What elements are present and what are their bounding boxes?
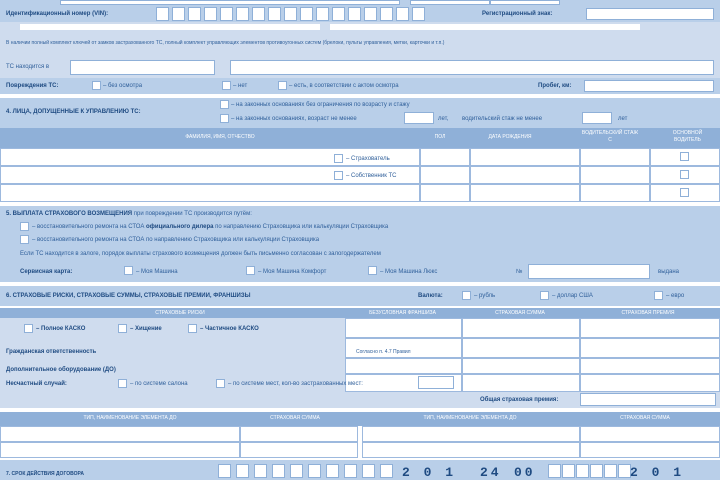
repair-dealer-c: по направлению Страховщика или калькуляции Страховщика	[215, 224, 389, 230]
mileage-field[interactable]	[584, 80, 714, 92]
vin-character-cell[interactable]	[204, 7, 217, 21]
vin-character-cell[interactable]	[236, 7, 249, 21]
vin-character-cell[interactable]	[316, 7, 329, 21]
date-digit-cell[interactable]	[362, 464, 375, 478]
equipment-sum-cell[interactable]	[240, 426, 358, 442]
top-field-3[interactable]	[490, 0, 560, 5]
accident-seats-label: – по системе мест, кол-во застрахованных мест:	[228, 381, 363, 387]
vin-character-cell[interactable]	[348, 7, 361, 21]
vin-character-cell[interactable]	[364, 7, 377, 21]
accident-salon-label: – по системе салона	[130, 381, 188, 387]
year2: 2 0 1	[630, 465, 685, 480]
vin-character-cell[interactable]	[156, 7, 169, 21]
card2-checkbox[interactable]	[246, 266, 255, 275]
equipment-type-cell[interactable]	[0, 442, 240, 458]
currency-rub-label: – рубль	[474, 293, 496, 299]
full-kasko-label: – Полное КАСКО	[36, 326, 86, 332]
section6-title: 6. СТРАХОВЫЕ РИСКИ, СТРАХОВЫЕ СУММЫ, СТРАХОВЫЕ ПРЕМИИ, ФРАНШИЗЫ	[6, 293, 251, 299]
card1-checkbox[interactable]	[124, 266, 133, 275]
experience-label: водительский стаж не менее	[462, 116, 543, 122]
sum-cell[interactable]	[462, 318, 580, 338]
premium-cell[interactable]	[580, 338, 720, 358]
top-field-2[interactable]	[410, 0, 490, 5]
min-experience-field[interactable]	[582, 112, 612, 124]
date-digit-cell[interactable]	[308, 464, 321, 478]
currency-eur-label: – евро	[666, 293, 685, 299]
registration-label: Регистрационный знак:	[482, 11, 553, 17]
vin-character-cell[interactable]	[300, 7, 313, 21]
vin-character-cell[interactable]	[396, 7, 409, 21]
col-name: ФАМИЛИЯ, ИМЯ, ОТЧЕСТВО	[185, 134, 255, 140]
col-sex: ПОЛ	[434, 134, 446, 140]
col-franchise: БЕЗУСЛОВНАЯ ФРАНШИЗА	[369, 310, 436, 316]
complete-set-note: В наличии полный комплект ключей от замков застрахованного ТС, полный комплект управляющих элементов противоугонных систем (брелоки, пульты управления, метки, карточки и т.п.)	[6, 40, 445, 46]
col-type1: ТИП, НАИМЕНОВАНИЕ ЭЛЕМЕНТА ДО	[83, 415, 177, 421]
drivers-age-label: – на законных основаниях, возраст не менее	[231, 116, 357, 122]
years-label: лет,	[438, 116, 449, 122]
section5-title: 5. ВЫПЛАТА СТРАХОВОГО ВОЗМЕЩЕНИЯ	[6, 211, 133, 217]
seats-count-field[interactable]	[418, 376, 454, 389]
premium-cell[interactable]	[580, 358, 720, 374]
currency-usd-checkbox[interactable]	[540, 291, 549, 300]
card3-label: – Моя Машина Люкс	[380, 269, 438, 275]
drivers-any-checkbox[interactable]	[220, 100, 229, 109]
franchise-cell[interactable]	[345, 358, 462, 374]
theft-label: – Хищение	[130, 326, 162, 332]
full-kasko-checkbox[interactable]	[24, 324, 33, 333]
driver-birth-cell[interactable]	[470, 166, 580, 184]
keys-location-field-1[interactable]	[70, 60, 215, 75]
driver-sex-cell[interactable]	[420, 166, 470, 184]
damage-yes-label: – есть, в соответствии с актом осмотра	[289, 83, 399, 89]
date-digit-cell[interactable]	[604, 464, 617, 478]
equipment-sum-cell[interactable]	[580, 442, 720, 458]
keys-field-1[interactable]	[20, 24, 320, 30]
drivers-any-label: – на законных основаниях без ограничения по возрасту и стажу	[231, 102, 410, 108]
section5-subtitle: при повреждении ТС производится путём:	[133, 211, 252, 217]
driver-exp-cell[interactable]	[580, 184, 650, 202]
sum-cell[interactable]	[462, 358, 580, 374]
keys-location-field-2[interactable]	[230, 60, 714, 75]
col-sum2: СТРАХОВАЯ СУММА	[620, 415, 670, 421]
footer-label: 7. СРОК ДЕЙСТВИЯ ДОГОВОРА	[6, 471, 84, 477]
card3-checkbox[interactable]	[368, 266, 377, 275]
section5-title-line	[6, 210, 252, 218]
equipment-sum-cell[interactable]	[240, 442, 358, 458]
sum-cell[interactable]	[462, 374, 580, 392]
insurer-checkbox[interactable]	[334, 154, 343, 163]
total-premium-field[interactable]	[580, 393, 716, 406]
repair-insurer-checkbox[interactable]	[20, 235, 29, 244]
equipment-sum-cell[interactable]	[580, 426, 720, 442]
total-premium-label: Общая страховая премия:	[480, 397, 559, 403]
vin-character-cell[interactable]	[412, 7, 425, 21]
partial-kasko-label: – Частичное КАСКО	[200, 326, 259, 332]
theft-checkbox[interactable]	[118, 324, 127, 333]
repair-dealer-b: официального дилера	[146, 224, 214, 230]
card-number-label: №	[516, 269, 523, 275]
currency-eur-checkbox[interactable]	[654, 291, 663, 300]
date-digit-cell[interactable]	[272, 464, 285, 478]
insurer-label: – Страхователь	[346, 156, 390, 162]
col-sum: СТРАХОВАЯ СУММА	[495, 310, 545, 316]
currency-usd-label: – доллар США	[552, 293, 593, 299]
date-digit-cell[interactable]	[218, 464, 231, 478]
hour: 24	[480, 465, 502, 480]
vin-label: Идентификационный номер (VIN):	[6, 11, 109, 17]
driver-exp-cell[interactable]	[580, 166, 650, 184]
equipment-type-cell[interactable]	[0, 426, 240, 442]
card2-label: – Моя Машина Комфорт	[258, 269, 327, 275]
vin-character-cell[interactable]	[252, 7, 265, 21]
top-field-1[interactable]	[60, 0, 400, 5]
keys-label: ТС находится в	[6, 64, 50, 70]
rules-ref: Согласно п. 4.7 Правил	[356, 349, 411, 355]
drivers-age-checkbox[interactable]	[220, 114, 229, 123]
damage-no-checkbox[interactable]	[222, 81, 231, 90]
vin-character-cell[interactable]	[284, 7, 297, 21]
driver-sex-cell[interactable]	[420, 184, 470, 202]
minute: 00	[514, 465, 536, 480]
repair-dealer-a: – восстановительного ремонта на СТОА	[32, 224, 145, 230]
pledge-note: Если ТС находится в залоге, порядок выплаты страхового возмещения должен быть письменно согласован с залогодержателем	[20, 251, 381, 257]
issued-label: выдана	[658, 269, 679, 275]
main-driver-checkbox[interactable]	[680, 188, 689, 197]
main-driver-checkbox[interactable]	[680, 170, 689, 179]
registration-field[interactable]	[586, 8, 714, 20]
accident-label: Несчастный случай:	[6, 381, 67, 387]
partial-kasko-checkbox[interactable]	[188, 324, 197, 333]
col-sum1: СТРАХОВАЯ СУММА	[270, 415, 320, 421]
main-driver-checkbox[interactable]	[680, 152, 689, 161]
vin-character-cell[interactable]	[380, 7, 393, 21]
civil-liability-label: Гражданская ответственность	[6, 349, 97, 355]
vin-character-cell[interactable]	[220, 7, 233, 21]
vin-character-cell[interactable]	[188, 7, 201, 21]
min-age-field[interactable]	[404, 112, 434, 124]
col-main-driver: ОСНОВНОЙ ВОДИТЕЛЬ	[672, 130, 703, 143]
repair-insurer-label: – восстановительного ремонта на СТОА по направлению Страховщика или калькуляции Страховщика	[32, 237, 320, 243]
driver-name-cell[interactable]	[0, 184, 420, 202]
damage-yes-checkbox[interactable]	[278, 81, 287, 90]
vin-character-cell[interactable]	[332, 7, 345, 21]
date-digit-cell[interactable]	[236, 464, 249, 478]
owner-checkbox[interactable]	[334, 171, 343, 180]
damage-none-label: – без осмотра	[103, 83, 143, 89]
equipment-type-cell[interactable]	[362, 442, 580, 458]
col-birth: ДАТА РОЖДЕНИЯ	[488, 134, 532, 140]
premium-cell[interactable]	[580, 318, 720, 338]
driver-birth-cell[interactable]	[470, 148, 580, 166]
date-digit-cell[interactable]	[290, 464, 303, 478]
col-premium: СТРАХОВАЯ ПРЕМИЯ	[621, 310, 675, 316]
driver-exp-cell[interactable]	[580, 148, 650, 166]
equipment-type-cell[interactable]	[362, 426, 580, 442]
col-experience: ВОДИТЕЛЬСКИЙ СТАЖ С	[581, 130, 639, 143]
currency-label: Валюта:	[418, 293, 443, 299]
vin-character-cell[interactable]	[268, 7, 281, 21]
year1: 2 0 1	[402, 465, 457, 480]
col-risks: СТРАХОВЫЕ РИСКИ	[155, 310, 205, 316]
accident-seats-checkbox[interactable]	[216, 379, 225, 388]
premium-cell[interactable]	[580, 374, 720, 392]
date-digit-cell[interactable]	[326, 464, 339, 478]
damage-none-checkbox[interactable]	[92, 81, 101, 90]
date-digit-cell[interactable]	[562, 464, 575, 478]
franchise-cell[interactable]	[345, 318, 462, 338]
service-card-label: Сервисная карта:	[20, 269, 73, 275]
card1-label: – Моя Машина	[136, 269, 178, 275]
repair-dealer-checkbox[interactable]	[20, 222, 29, 231]
section4-title: 4. ЛИЦА, ДОПУЩЕННЫЕ К УПРАВЛЕНИЮ ТС:	[6, 109, 141, 115]
mileage-label: Пробег, км:	[538, 83, 572, 89]
card-number-field[interactable]	[528, 264, 650, 279]
date-digit-cell[interactable]	[576, 464, 589, 478]
keys-field-2[interactable]	[330, 24, 640, 30]
date-digit-cell[interactable]	[590, 464, 603, 478]
years2-label: лет	[618, 116, 628, 122]
equipment-label: Дополнительное оборудование (ДО)	[6, 367, 116, 373]
col-type2: ТИП, НАИМЕНОВАНИЕ ЭЛЕМЕНТА ДО	[423, 415, 517, 421]
damage-no-label: – нет	[233, 83, 248, 89]
date-digit-cell[interactable]	[380, 464, 393, 478]
vin-character-cell[interactable]	[172, 7, 185, 21]
sum-cell[interactable]	[462, 338, 580, 358]
date-digit-cell[interactable]	[344, 464, 357, 478]
accident-salon-checkbox[interactable]	[118, 379, 127, 388]
date-digit-cell[interactable]	[254, 464, 267, 478]
repair-dealer-line	[32, 223, 388, 231]
date-digit-cell[interactable]	[548, 464, 561, 478]
currency-rub-checkbox[interactable]	[462, 291, 471, 300]
damage-label: Повреждения ТС:	[6, 83, 59, 89]
driver-birth-cell[interactable]	[470, 184, 580, 202]
owner-label: – Собственник ТС	[346, 173, 397, 179]
driver-sex-cell[interactable]	[420, 148, 470, 166]
